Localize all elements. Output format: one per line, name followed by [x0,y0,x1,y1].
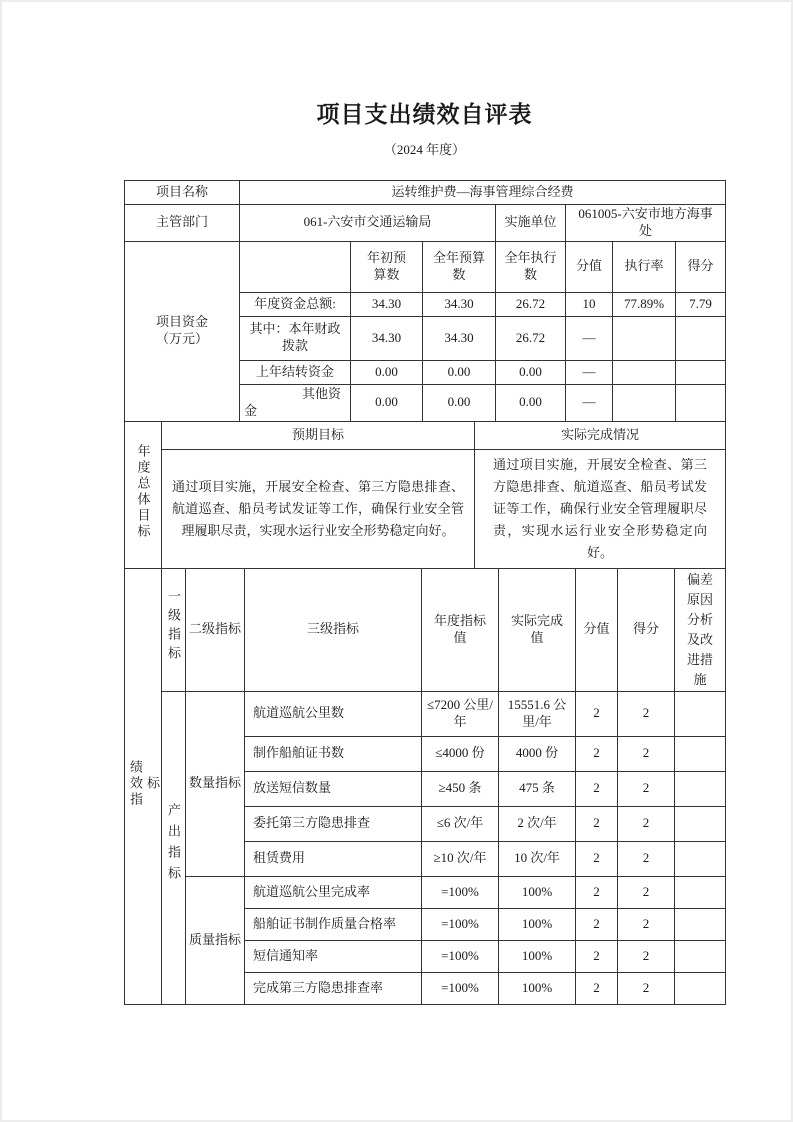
indicator-score: 2 [618,841,675,876]
indicator-score: 2 [618,876,675,908]
indicator-actual: 100% [499,940,576,972]
annual-target-header: 年度指标值 [422,568,499,691]
funding-carryover-exec: 0.00 [496,360,566,384]
funding-other-score [676,384,726,421]
table-row [125,205,726,242]
quality-indicator-label: 质量指标 [186,876,245,1004]
project-name-label: 项目名称 [125,181,240,205]
indicator-target: =100% [422,908,499,940]
funding-other-begin: 0.00 [351,384,423,421]
indicator-name: 委托第三方隐患排查 [245,806,422,841]
indicator-name: 完成第三方隐患排查率 [245,972,422,1004]
indicator-score: 2 [618,771,675,806]
indicator-deviation [675,876,726,908]
funding-fiscal-begin: 34.30 [351,316,423,360]
funding-section-label-text: 项目资金（万元） [155,314,208,347]
indicator-target: ≤6 次/年 [422,806,499,841]
funding-total-exec: 26.72 [496,292,566,316]
impl-unit-label: 实施单位 [496,205,566,242]
funding-total-weight: 10 [566,292,613,316]
table-row [125,421,726,449]
indicator-deviation [675,841,726,876]
table-row [125,181,726,205]
indicator-target: =100% [422,876,499,908]
deviation-header-text: 偏差原因分析及改进措施 [686,571,713,687]
funding-fiscal-exec: 26.72 [496,316,566,360]
indicator-actual: 10 次/年 [499,841,576,876]
funding-header-score: 得分 [676,241,726,292]
indicator-score: 2 [618,908,675,940]
funding-carryover-score [676,360,726,384]
indicator-weight: 2 [576,972,618,1004]
indicator-deviation [675,908,726,940]
output-indicator-label-text: 产出指标 [166,803,181,888]
level3-indicator-header: 三级指标 [245,568,422,691]
indicator-deviation [675,806,726,841]
indicator-actual: 100% [499,876,576,908]
indicator-weight: 2 [576,876,618,908]
indicator-target: ≤4000 份 [422,736,499,771]
indicator-score: 2 [618,940,675,972]
funding-fiscal-rate [613,316,676,360]
score-header: 得分 [618,568,675,691]
indicator-score: 2 [618,736,675,771]
funding-header-executed: 全年执行数 [496,241,566,292]
level1-indicator-header-text: 一级指标 [166,589,181,666]
funding-carryover-rate [613,360,676,384]
indicator-deviation [675,771,726,806]
indicator-actual: 475 条 [499,771,576,806]
indicator-name: 船舶证书制作质量合格率 [245,908,422,940]
level2-indicator-header: 二级指标 [186,568,245,691]
annual-goal-table [124,421,726,569]
indicator-score: 2 [618,806,675,841]
indicator-weight: 2 [576,691,618,736]
funding-fiscal-full: 34.30 [423,316,496,360]
indicator-weight: 2 [576,841,618,876]
indicator-name: 租赁费用 [245,841,422,876]
funding-fiscal-score [676,316,726,360]
actual-completion-text: 通过项目实施，开展安全检查、第三方隐患排查、航道巡查、船员考试发证等工作，确保行业安全管理履职尽责，实现水运行业安全形势稳定向好。 [475,449,726,568]
indicator-actual: 15551.6 公里/年 [499,691,576,736]
table-row [125,449,726,568]
dept-label: 主管部门 [125,205,240,242]
performance-indicators-table [124,568,726,1005]
annual-goal-section-label-text: 年度总体目标 [135,444,151,541]
funding-other-rate [613,384,676,421]
indicator-name: 航道巡航公里数 [245,691,422,736]
indicator-score: 2 [618,972,675,1004]
funding-other-weight: — [566,384,613,421]
funding-fiscal-weight: — [566,316,613,360]
indicator-name: 制作船舶证书数 [245,736,422,771]
dept-value: 061-六安市交通运输局 [240,205,496,242]
level1-indicator-header [162,568,186,691]
page-subtitle: （2024 年度） [383,142,466,157]
indicator-actual: 4000 份 [499,736,576,771]
indicator-target: ≥10 次/年 [422,841,499,876]
annual-goal-section-label [125,421,162,568]
indicator-target: =100% [422,972,499,1004]
funding-blank-cell [240,241,351,292]
actual-completion-header: 实际完成情况 [475,421,726,449]
project-info-funding-table [124,180,726,422]
project-name-value: 运转维护费—海事管理综合经费 [240,181,726,205]
indicator-weight: 2 [576,771,618,806]
funding-other-full: 0.00 [423,384,496,421]
indicator-target: =100% [422,940,499,972]
funding-header-weight: 分值 [566,241,613,292]
funding-fiscal-label: 其中：本年财政拨款 [240,316,351,360]
indicator-deviation [675,940,726,972]
indicator-row [125,876,726,908]
page-title: 项目支出绩效自评表 [316,102,533,127]
indicator-name: 放送短信数量 [245,771,422,806]
table-row [125,241,726,292]
funding-total-rate: 77.89% [613,292,676,316]
funding-carryover-begin: 0.00 [351,360,423,384]
indicator-weight: 2 [576,806,618,841]
indicator-target: ≥450 条 [422,771,499,806]
funding-carryover-full: 0.00 [423,360,496,384]
funding-other-exec: 0.00 [496,384,566,421]
indicator-deviation [675,736,726,771]
indicator-score: 2 [618,691,675,736]
quantity-indicator-label: 数量指标 [186,691,245,876]
indicator-target: ≤7200 公里/年 [422,691,499,736]
expected-goal-text: 通过项目实施，开展安全检查、第三方隐患排查、航道巡查、船员考试发证等工作，确保行业安全管理履职尽责，实现水运行业安全形势稳定向好。 [162,449,475,568]
indicator-weight: 2 [576,908,618,940]
indicator-weight: 2 [576,736,618,771]
impl-unit-value: 061005-六安市地方海事处 [566,205,726,242]
deviation-header [675,568,726,691]
indicator-name: 航道巡航公里完成率 [245,876,422,908]
funding-section-label [125,241,240,421]
weight-header: 分值 [576,568,618,691]
funding-header-rate: 执行率 [613,241,676,292]
funding-carryover-label: 上年结转资金 [240,360,351,384]
indicator-deviation [675,691,726,736]
funding-header-begin-budget: 年初预算数 [351,241,423,292]
indicator-actual: 100% [499,908,576,940]
indicator-name: 短信通知率 [245,940,422,972]
table-row [125,568,726,691]
indicator-deviation [675,972,726,1004]
funding-other-label: 其他资金 [240,384,351,421]
funding-carryover-weight: — [566,360,613,384]
indicator-weight: 2 [576,940,618,972]
funding-header-full-budget: 全年预算数 [423,241,496,292]
actual-value-header: 实际完成值 [499,568,576,691]
indicator-actual: 2 次/年 [499,806,576,841]
funding-total-label: 年度资金总额: [240,292,351,316]
evaluation-table [124,180,725,1005]
performance-section-label-text: 绩效指标 [128,759,160,808]
funding-total-score: 7.79 [676,292,726,316]
indicator-row [125,691,726,736]
funding-total-full: 34.30 [423,292,496,316]
funding-total-begin: 34.30 [351,292,423,316]
performance-section-label [125,568,162,1004]
indicator-actual: 100% [499,972,576,1004]
expected-goal-header: 预期目标 [162,421,475,449]
output-indicator-label [162,691,186,1004]
